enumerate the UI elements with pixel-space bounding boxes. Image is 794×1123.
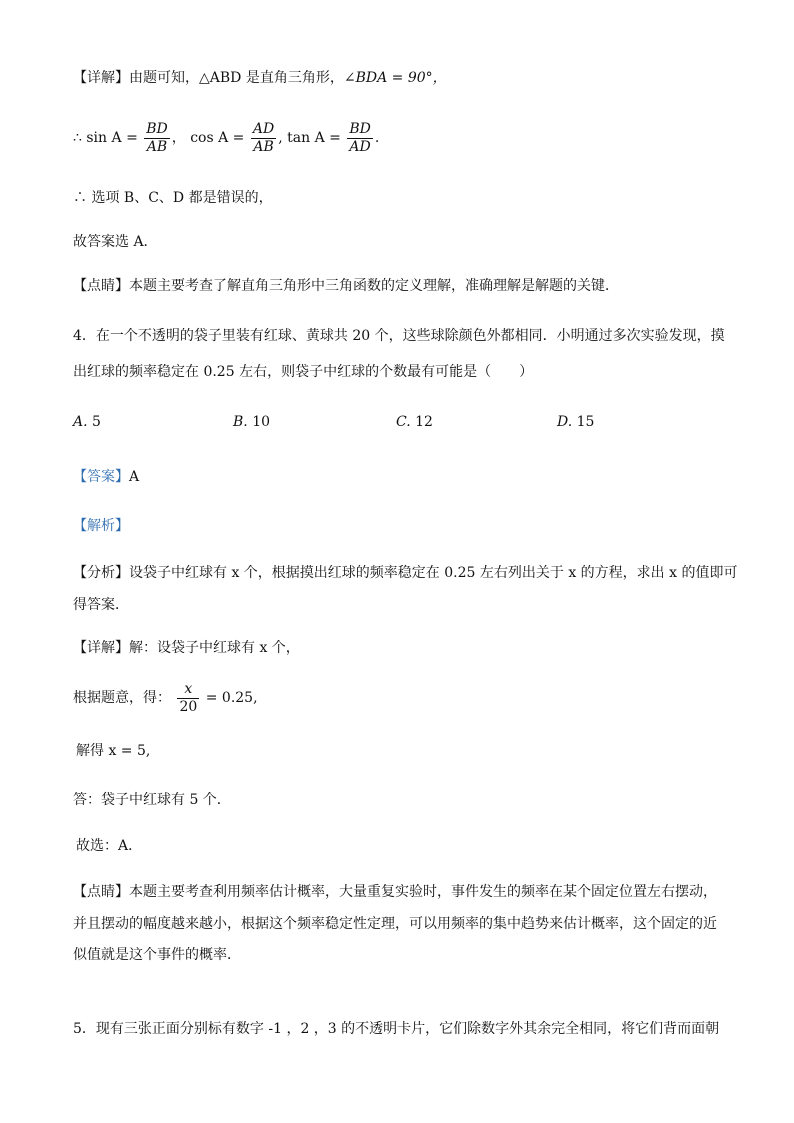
sin-fraction (144, 121, 170, 156)
angle-statement: ∠BDA = 90°， (343, 70, 447, 86)
solve-line: 解得 x = 5, (76, 743, 151, 759)
choice-a-letter: A. (73, 414, 88, 430)
sin-denominator: AB (146, 138, 168, 155)
answer-line-1: 故答案选 A． (73, 234, 158, 250)
trig-end: . (374, 130, 380, 146)
equation-fraction (177, 681, 199, 716)
tan-fraction (347, 121, 373, 156)
cos-numerator: AD (252, 120, 275, 137)
detail-2-tag: 【详解】 (73, 640, 129, 656)
answer-value: A (129, 469, 140, 485)
detail-line-2 (73, 638, 300, 658)
equation-rhs: = 0.25, (205, 690, 258, 706)
trig-sep-2: , (278, 130, 283, 146)
detail-2-text: 解：设袋子中红球有 x 个， (129, 640, 300, 656)
question-4-line-2: 出红球的频率稳定在 0.25 左右，则袋子中红球的个数最有可能是（ ） (73, 364, 534, 380)
comment-2-line-1 (73, 882, 717, 902)
cos-denominator: AB (253, 138, 274, 155)
analysis-tag: 【解析】 (73, 518, 129, 534)
comment-tag: 【点睛】 (73, 278, 129, 294)
reply-line: 答：袋子中红球有 5 个． (73, 792, 231, 808)
answer-block (73, 467, 139, 487)
sin-label: sin A = (86, 130, 138, 146)
equation-numerator: x (177, 681, 199, 699)
equation-line (73, 678, 258, 718)
choice-c-value: 12 (415, 414, 433, 430)
choice-a (73, 412, 101, 432)
tan-numerator: BD (349, 120, 371, 137)
analysis-sub-tag: 【分析】 (73, 565, 129, 581)
equation-prefix: 根据题意，得： (73, 690, 171, 706)
choice-d-value: 15 (576, 414, 595, 430)
analysis-line-2: 得答案． (73, 597, 129, 613)
comment-text: 本题主要考查了解直角三角形中三角函数的定义理解，准确理解是解题的关键． (129, 278, 619, 294)
choice-b (233, 412, 270, 432)
question-4-line-1: 4．在一个不透明的袋子里装有红球、黄球共 20 个，这些球除颜色外都相同．小明通过多次实验发现，摸 (73, 328, 725, 344)
tan-label: tan A = (287, 130, 341, 146)
trig-sep-1: ， (171, 130, 186, 146)
cos-fraction (251, 121, 276, 156)
comment-2-text: 本题主要考查利用频率估计概率，大量重复实验时，事件发生的频率在某个固定位置左右摆动， (129, 884, 717, 900)
trig-line (73, 118, 379, 158)
choice-b-letter: B. (233, 414, 248, 430)
comment-2-line-3: 似值就是这个事件的概率． (73, 947, 241, 963)
cos-label: cos A = (190, 130, 245, 146)
question-5-line-1: 5．现有三张正面分别标有数字 -1 ，2 ，3 的不透明卡片，它们除数字外其余完全相同，将它们背而面朝 (73, 1021, 720, 1037)
comment-2-line-2: 并且摆动的幅度越来越小，根据这个频率稳定性定理，可以用频率的集中趋势来估计概率，这个固定的近 (73, 916, 717, 932)
analysis-text: 设袋子中红球有 x 个，根据摸出红球的频率稳定在 0.25 左右列出关于 x 的方程，求出 x 的值即可 (129, 565, 738, 581)
choice-a-value: 5 (92, 414, 101, 430)
detail-line-1 (73, 68, 447, 88)
detail-text: 由题可知，△ABD 是直角三角形， (129, 70, 344, 86)
choice-d (557, 412, 594, 432)
tan-denominator: AD (349, 138, 371, 155)
equation-denominator: 20 (179, 698, 198, 715)
comment-line-1 (73, 276, 619, 296)
choice-b-value: 10 (252, 414, 271, 430)
analysis-line-1 (73, 563, 737, 583)
detail-tag: 【详解】 (73, 70, 129, 86)
answer-tag: 【答案】 (73, 469, 129, 485)
choice-d-letter: D. (557, 414, 573, 430)
comment-2-tag: 【点睛】 (73, 884, 129, 900)
conclusion-line: ∴ 选项 B、C、D 都是错误的， (73, 190, 273, 206)
choose-line: 故选：A． (76, 838, 143, 854)
therefore-symbol: ∴ (73, 130, 82, 146)
choice-c (396, 412, 433, 432)
choice-c-letter: C. (396, 414, 411, 430)
sin-numerator: BD (146, 120, 168, 137)
